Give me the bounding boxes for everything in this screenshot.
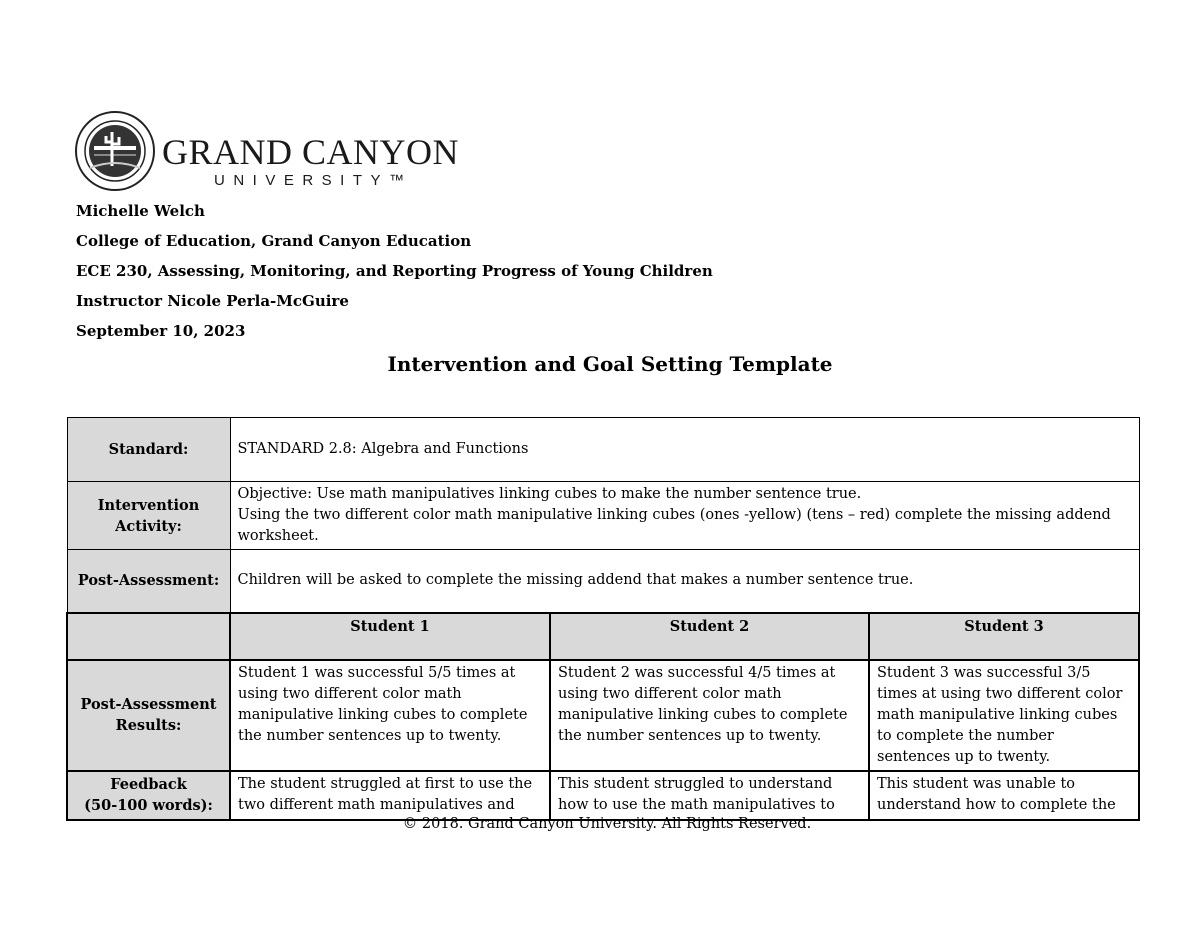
feedback-row xyxy=(67,771,1139,820)
standard-value: STANDARD 2.8: Algebra and Functions xyxy=(230,418,1139,482)
post-assessment-label: Post-Assessment: xyxy=(67,550,230,613)
intervention-label: Intervention Activity: xyxy=(67,482,230,550)
student-1-header: Student 1 xyxy=(230,613,550,660)
results-label: Post-Assessment Results: xyxy=(67,660,230,771)
document-title: Intervention and Goal Setting Template xyxy=(387,352,833,376)
student-3-header: Student 3 xyxy=(869,613,1139,660)
logo-wordmark: GRAND CANYON xyxy=(162,132,460,172)
document-date: September 10, 2023 xyxy=(76,322,246,340)
student-1-result: Student 1 was successful 5/5 times at using two different color math manipulative linking cubes to complete the number sentences up to twenty. xyxy=(230,660,550,771)
college-name: College of Education, Grand Canyon Education xyxy=(76,232,472,250)
student-2-result: Student 2 was successful 4/5 times at using two different color math manipulative linking cubes to complete the number sentences up to twenty. xyxy=(550,660,869,771)
gcu-logo xyxy=(74,110,460,192)
intervention-value xyxy=(230,482,1139,550)
feedback-label-line2: (50-100 words): xyxy=(84,797,213,814)
student-2-header: Student 2 xyxy=(550,613,869,660)
student-2-feedback-text: This student struggled to understand how to use the math manipulatives to xyxy=(558,775,835,813)
student-2-feedback xyxy=(550,771,869,820)
student-3-feedback-text: This student was unable to understand how to complete the xyxy=(877,775,1116,813)
student-header-row xyxy=(67,613,1139,660)
student-3-result: Student 3 was successful 3/5 times at using two different color math manipulative linking cubes to complete the number sentences up to twenty. xyxy=(869,660,1139,771)
student-header-blank xyxy=(67,613,230,660)
standard-row xyxy=(67,418,1139,482)
student-3-feedback xyxy=(869,771,1139,820)
gcu-seal-icon xyxy=(74,110,156,192)
feedback-label xyxy=(67,771,230,820)
author-name: Michelle Welch xyxy=(76,202,205,220)
logo-university-text: UNIVERSITY™ xyxy=(214,172,413,189)
student-1-feedback xyxy=(230,771,550,820)
intervention-row xyxy=(67,482,1139,550)
instructor-name: Instructor Nicole Perla-McGuire xyxy=(76,292,349,310)
intervention-table xyxy=(66,417,1140,821)
results-row xyxy=(67,660,1139,771)
course-name: ECE 230, Assessing, Monitoring, and Reporting Progress of Young Children xyxy=(76,262,713,280)
student-1-feedback-text: The student struggled at first to use the two different math manipulatives and xyxy=(238,775,533,813)
feedback-label-line1: Feedback xyxy=(110,776,187,793)
post-assessment-value: Children will be asked to complete the missing addend that makes a number sentence true. xyxy=(230,550,1139,613)
document-header xyxy=(76,202,713,352)
post-assessment-row xyxy=(67,550,1139,613)
standard-label: Standard: xyxy=(67,418,230,482)
intervention-objective: Objective: Use math manipulatives linking cubes to make the number sentence true. xyxy=(237,486,862,502)
intervention-description: Using the two different color math manipulative linking cubes (ones -yellow) (tens – red) complete the missing addend worksheet. xyxy=(237,507,1111,544)
copyright-footer: © 2018. Grand Canyon University. All Rights Reserved. xyxy=(402,816,812,832)
